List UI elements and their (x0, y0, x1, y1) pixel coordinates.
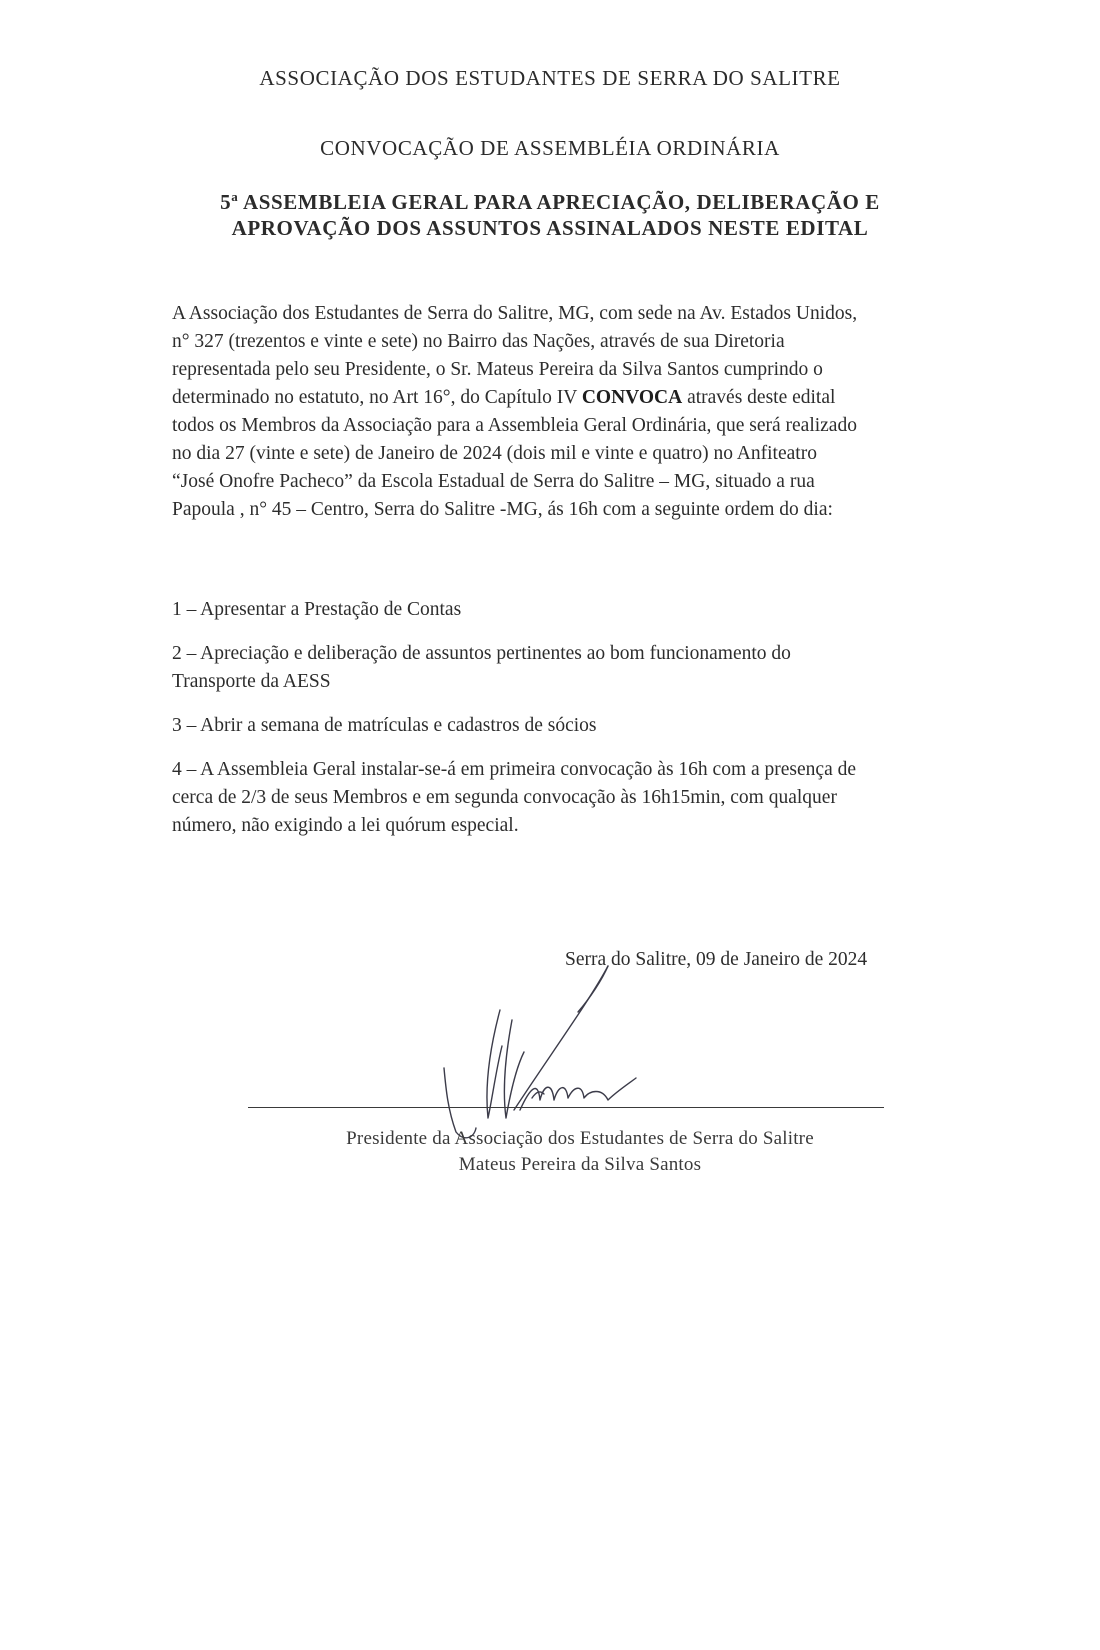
agenda-item-text: cerca de 2/3 de seus Membros e em segunda convocação às 16h15min, com qualquer (172, 787, 837, 808)
assembly-title (0, 184, 1100, 241)
agenda-item-text: 1 – Apresentar a Prestação de Contas (172, 599, 462, 620)
signatory-name: Mateus Pereira da Silva Santos (458, 1154, 702, 1175)
paragraph-line: “José Onofre Pacheco” da Escola Estadual de Serra do Salitre – MG, situado a rua (172, 471, 815, 492)
place-date: Serra do Salitre, 09 de Janeiro de 2024 (565, 949, 868, 970)
assembly-title-line1 (0, 184, 1100, 215)
paragraph-line (172, 384, 942, 412)
paragraph-line: representada pelo seu Presidente, o Sr. Mateus Pereira da Silva Santos cumprindo o (172, 359, 823, 380)
convocation-title: CONVOCAÇÃO DE ASSEMBLÉIA ORDINÁRIA (320, 136, 780, 160)
convocation-paragraph (172, 300, 942, 524)
signature-line (248, 1107, 884, 1108)
assembly-number: 5 (220, 190, 232, 214)
assembly-ordinal-suffix: a (231, 189, 239, 204)
handwritten-signature (440, 960, 680, 1150)
agenda-item-2 (172, 640, 952, 696)
paragraph-line: n° 327 (trezentos e vinte e sete) no Bairro das Nações, através de sua Diretoria (172, 331, 785, 352)
paragraph-line-end: através deste edital (682, 387, 836, 408)
agenda-item-text: número, não exigindo a lei quórum especial. (172, 815, 519, 836)
agenda-item-text: 4 – A Assembleia Geral instalar-se-á em primeira convocação às 16h com a presença de (172, 759, 857, 780)
agenda-item-text: Transporte da AESS (172, 671, 331, 692)
paragraph-line: no dia 27 (vinte e sete) de Janeiro de 2024 (dois mil e vinte e quatro) no Anfiteatro (172, 443, 817, 464)
agenda-item-text: 2 – Apreciação e deliberação de assuntos pertinentes ao bom funcionamento do (172, 643, 791, 664)
paragraph-line-start: determinado no estatuto, no Art 16°, do Capítulo IV (172, 387, 582, 408)
paragraph-line: A Associação dos Estudantes de Serra do Salitre, MG, com sede na Av. Estados Unidos, (172, 303, 858, 324)
agenda-item-4 (172, 756, 952, 840)
agenda-item-1 (172, 596, 952, 624)
paragraph-line: todos os Membros da Associação para a Assembleia Geral Ordinária, que será realizado (172, 415, 857, 436)
convoca-bold: CONVOCA (581, 387, 683, 408)
agenda-item-3 (172, 712, 952, 740)
paragraph-line: Papoula , n° 45 – Centro, Serra do Salitre -MG, ás 16h com a seguinte ordem do dia: (172, 499, 833, 520)
signatory-role: Presidente da Associação dos Estudantes de Serra do Salitre (346, 1128, 814, 1149)
org-title: ASSOCIAÇÃO DOS ESTUDANTES DE SERRA DO SALITRE (259, 66, 841, 90)
assembly-title-line1-text: ASSEMBLEIA GERAL PARA APRECIAÇÃO, DELIBERAÇÃO E (238, 190, 880, 214)
agenda-item-text: 3 – Abrir a semana de matrículas e cadastros de sócios (172, 715, 597, 736)
assembly-title-line2: APROVAÇÃO DOS ASSUNTOS ASSINALADOS NESTE EDITAL (231, 216, 869, 240)
